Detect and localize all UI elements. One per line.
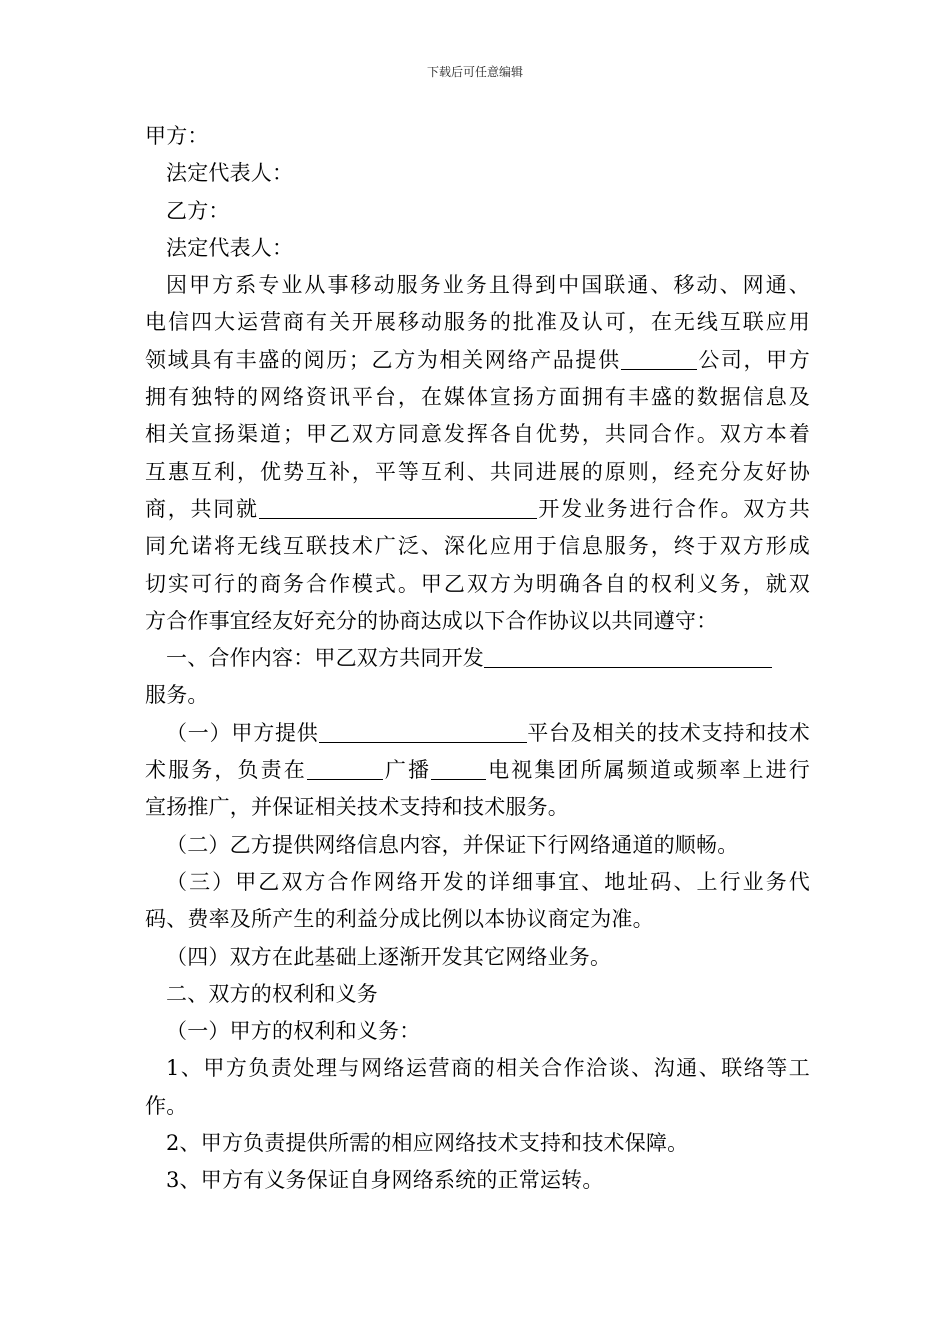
clause-1-1-line-3: 宣扬推广，并保证相关技术支持和技术服务。 [145, 795, 569, 820]
section-1-heading-continued: 服务。 [145, 683, 209, 708]
preamble-text: 商，共同就 [145, 496, 259, 521]
party-b-line: 乙方： [166, 198, 230, 223]
business-name-blank[interactable] [259, 495, 537, 519]
clause-text: 术服务，负责在 [145, 758, 307, 783]
clause-1-3-line-2: 码、费率及所产生的利益分成比例以本协议商定为准。 [145, 907, 654, 932]
page-header: 下载后可任意编辑 [426, 65, 523, 79]
section-2-heading: 二、双方的权利和义务 [166, 981, 378, 1006]
party-a-representative-line: 法定代表人： [166, 161, 294, 186]
contract-body [145, 118, 810, 1200]
section-1-heading: 一、合作内容：甲乙双方共同开发 [166, 646, 484, 671]
tv-group-name-blank[interactable] [431, 756, 486, 780]
preamble-line-2: 电信四大运营商有关开展移动服务的批准及认可，在无线互联应用 [145, 310, 810, 335]
preamble-text: 开发业务进行合作。双方共 [536, 496, 810, 521]
clause-text: 平台及相关的技术支持和技术 [526, 720, 810, 745]
preamble-line-10: 方合作事宜经友好充分的协商达成以下合作协议以共同遵守： [145, 608, 718, 633]
preamble-line-5: 相关宣扬渠道；甲乙双方同意发挥各自优势，共同合作。双方本着 [145, 422, 810, 447]
preamble-line-3 [145, 342, 810, 379]
clause-1-4: （四）双方在此基础上逐渐开发其它网络业务。 [166, 944, 612, 969]
preamble-line-7 [145, 491, 810, 528]
preamble-line-1: 因甲方系专业从事移动服务业务且得到中国联通、移动、网通、 [166, 273, 810, 298]
clause-1-1-line-1 [145, 715, 810, 752]
clause-2-1-heading: （一）甲方的权利和义务： [166, 1019, 421, 1044]
service-name-blank[interactable] [484, 644, 772, 668]
preamble-text: 领域具有丰盛的阅历；乙方为相关网络产品提供 [145, 347, 621, 372]
item-1-line-2: 作。 [145, 1093, 188, 1118]
platform-name-blank[interactable] [319, 719, 527, 743]
clause-1-2: （二）乙方提供网络信息内容，并保证下行网络通道的顺畅。 [166, 832, 739, 857]
preamble-line-9: 切实可行的商务合作模式。甲乙双方为明确各自的权利义务，就双 [145, 571, 810, 596]
party-b-representative-line: 法定代表人： [166, 235, 294, 260]
preamble-text: 公司，甲方 [696, 347, 810, 372]
section-1-heading-line [145, 640, 810, 677]
company-name-blank[interactable] [621, 346, 697, 370]
clause-text: 电视集团所属频道或频率上进行 [486, 758, 810, 783]
broadcast-name-blank[interactable] [307, 756, 383, 780]
clause-text: 广播 [382, 758, 432, 783]
preamble-line-8: 同允诺将无线互联技术广泛、深化应用于信息服务，终于双方形成 [145, 534, 810, 559]
preamble-line-6: 互惠互利，优势互补，平等互利、共同进展的原则，经充分友好协 [145, 459, 810, 484]
item-1-line-1: 1、甲方负责处理与网络运营商的相关合作洽谈、沟通、联络等工 [166, 1056, 810, 1081]
item-2: 2、甲方负责提供所需的相应网络技术支持和技术保障。 [166, 1131, 689, 1156]
clause-text: （一）甲方提供 [166, 720, 319, 745]
clause-1-1-line-2 [145, 752, 810, 789]
item-3: 3、甲方有义务保证自身网络系统的正常运转。 [166, 1168, 604, 1193]
clause-1-3-line-1: （三）甲乙双方合作网络开发的详细事宜、地址码、上行业务代 [166, 869, 810, 894]
preamble-line-4: 拥有独特的网络资讯平台，在媒体宣扬方面拥有丰盛的数据信息及 [145, 385, 810, 410]
party-a-line: 甲方： [145, 124, 209, 148]
